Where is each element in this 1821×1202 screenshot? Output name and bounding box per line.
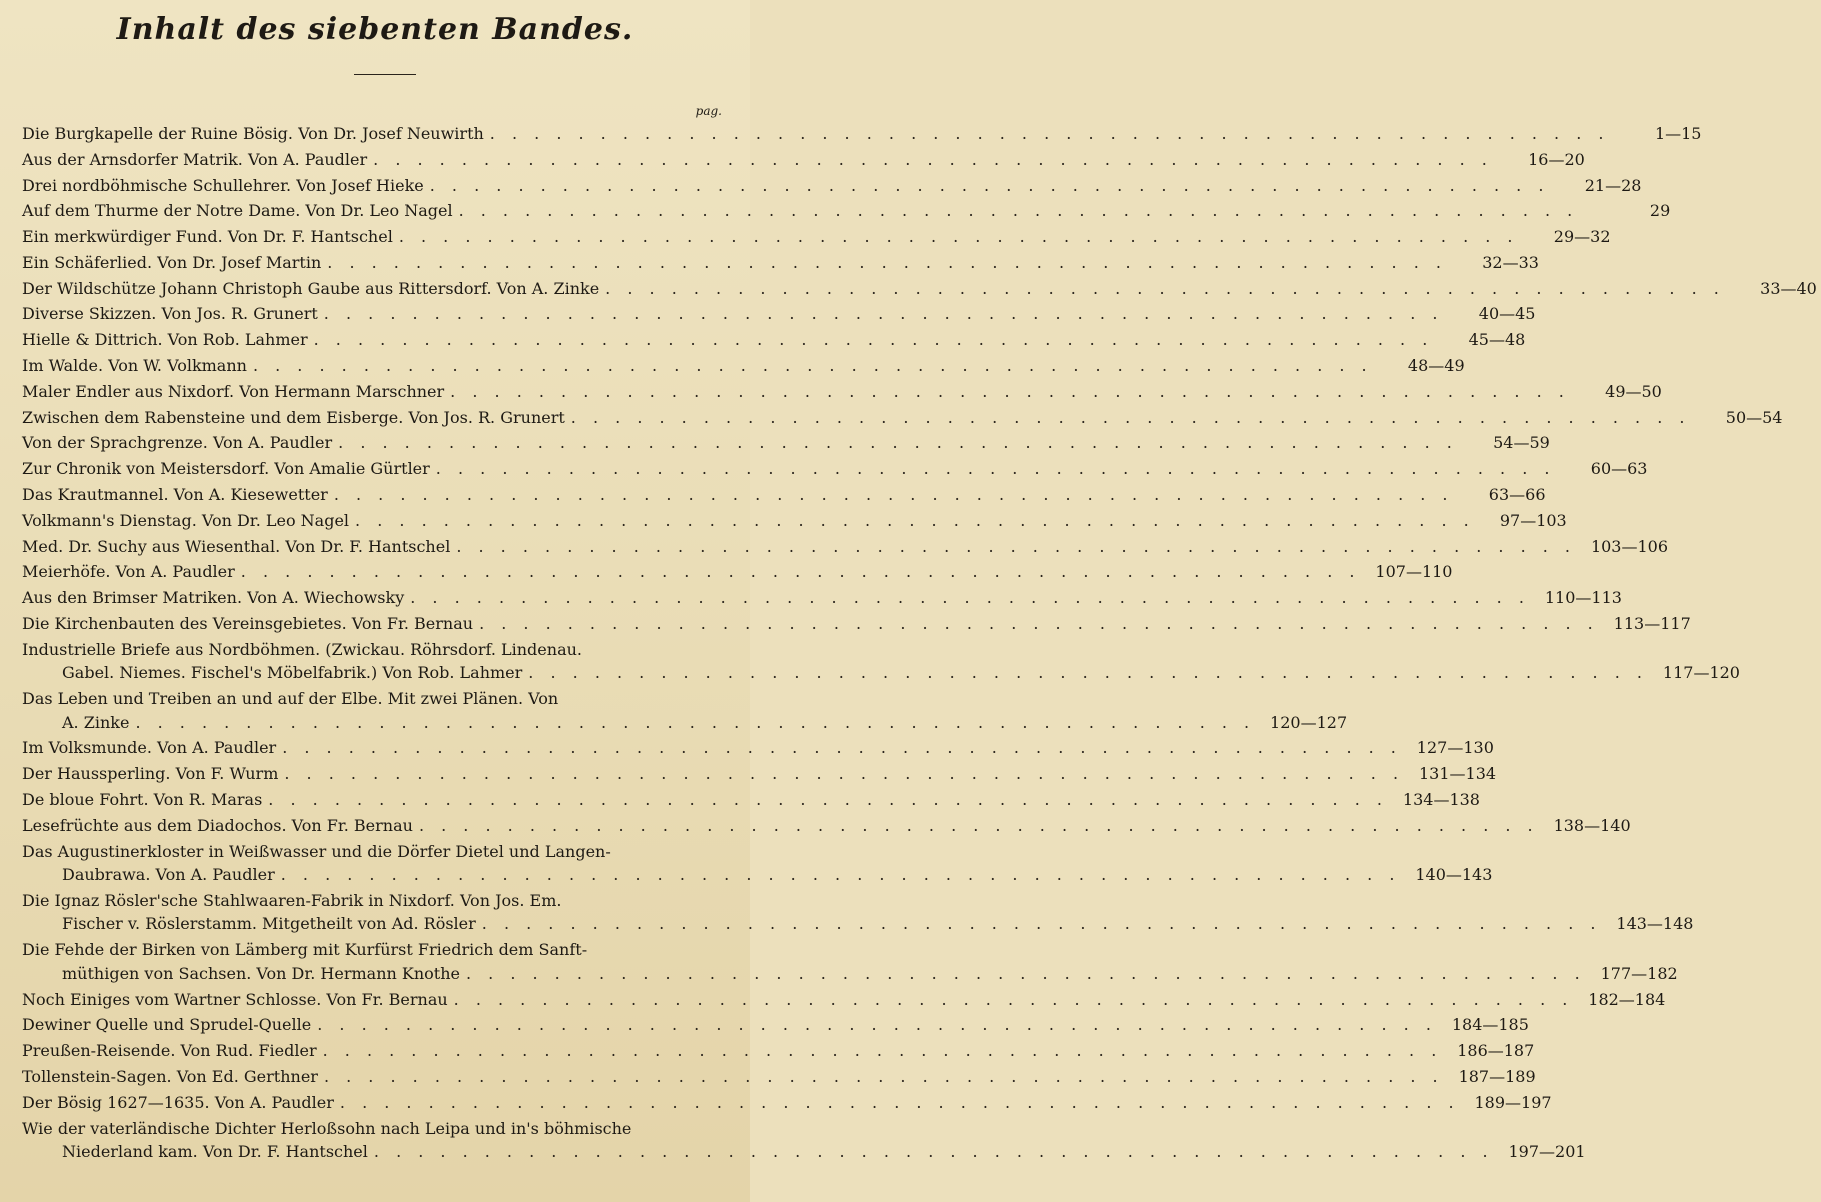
toc-entry-line — [22, 201, 1671, 225]
toc-entry-line — [22, 1066, 1536, 1091]
toc-entry — [22, 536, 1669, 561]
page-range: 60—63 — [1590, 459, 1648, 479]
dot-leader: . . . . . . . . . . . . . . . . . . . . . . . . . . . . . . . . . . . . . . . . . . . . . . . . . . . — [570, 407, 1691, 427]
toc-entry-line — [22, 914, 1694, 938]
toc-entry-line — [22, 459, 1648, 483]
toc-entry — [22, 227, 1611, 251]
toc-entry — [22, 815, 1631, 840]
toc-entry-line — [22, 689, 742, 713]
dot-leader: . . . . . . . . . . . . . . . . . . . . . . . . . . . . . . . . . . . . . . . . . . . . . . . . . . . — [338, 433, 1458, 453]
toc-entry-line — [22, 640, 742, 664]
toc-entry-text: Med. Dr. Suchy aus Wiesenthal. Von Dr. F. Hantschel — [22, 536, 451, 556]
toc-entry — [22, 304, 1536, 328]
toc-entry — [22, 149, 1585, 174]
toc-entry — [22, 381, 1662, 406]
toc-entry — [22, 356, 1465, 380]
toc-entry-text: Wie der vaterländische Dichter Herloßsohn nach Leipa und in's böhmische — [22, 1118, 632, 1138]
toc-entry-line — [22, 330, 1526, 354]
page-range: 49—50 — [1605, 381, 1662, 401]
page-range: 29 — [1649, 201, 1671, 221]
page-range: 50—54 — [1725, 407, 1783, 427]
toc-entry-text: Der Bösig 1627—1635. Von A. Paudler — [22, 1092, 334, 1112]
page-range: 29—32 — [1553, 227, 1611, 247]
dot-leader: . . . . . . . . . . . . . . . . . . . . . . . . . . . . . . . . . . . . . . . . . . . . . . . . . . . — [373, 149, 1493, 169]
page-range: 184—185 — [1451, 1015, 1529, 1035]
toc-entry — [22, 588, 1622, 612]
toc-entry-line — [22, 891, 742, 915]
toc-entry-line — [22, 842, 742, 866]
toc-entry-line — [22, 588, 1622, 612]
toc-entry-line — [22, 865, 1493, 889]
dot-leader: . . . . . . . . . . . . . . . . . . . . . . . . . . . . . . . . . . . . . . . . . . . . . . . . . . . — [339, 1092, 1460, 1112]
toc-entry-line — [22, 815, 1631, 840]
dot-leader: . . . . . . . . . . . . . . . . . . . . . . . . . . . . . . . . . . . . . . . . . . . . . . . . . . . — [479, 613, 1599, 633]
toc-entry — [22, 789, 1480, 814]
toc-entry-text: Zur Chronik von Meistersdorf. Von Amalie Gürtler — [22, 459, 430, 479]
table-of-contents — [22, 124, 1817, 1168]
toc-entry-text: Meierhöfe. Von A. Paudler — [22, 562, 235, 582]
toc-entry — [22, 201, 1671, 225]
toc-entry-line — [22, 663, 1740, 687]
page-range: 40—45 — [1478, 304, 1536, 324]
toc-entry-line — [22, 510, 1567, 535]
toc-entry-line — [22, 536, 1669, 561]
toc-entry — [22, 890, 1694, 938]
toc-entry-text: Von der Sprachgrenze. Von A. Paudler — [22, 433, 333, 453]
dot-leader: . . . . . . . . . . . . . . . . . . . . . . . . . . . . . . . . . . . . . . . . . . . . . . . . . . . — [280, 865, 1401, 885]
toc-entry-text: De bloue Fohrt. Von R. Maras — [22, 789, 263, 809]
toc-entry-line — [22, 227, 1611, 251]
toc-entry-text: Industrielle Briefe aus Nordböhmen. (Zwickau. Röhrsdorf. Lindenau. — [22, 639, 582, 659]
toc-entry — [22, 124, 1702, 148]
page-range: 117—120 — [1662, 663, 1740, 683]
toc-entry-text: Volkmann's Dienstag. Von Dr. Leo Nagel — [22, 510, 350, 530]
toc-entry-text: Fischer v. Röslerstamm. Mitgetheilt von Ad. Rösler — [62, 914, 476, 934]
toc-entry-text: Die Fehde der Birken von Lämberg mit Kurfürst Friedrich dem Sanft- — [22, 940, 588, 960]
toc-entry-line — [22, 407, 1783, 432]
toc-entry-line — [22, 963, 1678, 988]
toc-entry-line — [22, 789, 1480, 814]
toc-entry-line — [22, 712, 1348, 737]
toc-entry — [22, 613, 1691, 638]
toc-entry-text: Ein merkwürdiger Fund. Von Dr. F. Hantschel — [22, 227, 393, 247]
toc-entry — [22, 764, 1497, 788]
toc-entry-text: Die Burgkapelle der Ruine Bösig. Von Dr. Josef Neuwirth — [22, 124, 484, 143]
dot-leader: . . . . . . . . . . . . . . . . . . . . . . . . . . . . . . . . . . . . . . . . . . . . . . . . . . . — [240, 562, 1361, 582]
toc-entry — [22, 1118, 1586, 1166]
toc-entry — [22, 1092, 1552, 1117]
dot-leader: . . . . . . . . . . . . . . . . . . . . . . . . . . . . . . . . . . . . . . . . . . . . . . . . . . . — [429, 175, 1550, 195]
page-range: 120—127 — [1270, 712, 1348, 732]
toc-entry — [22, 989, 1666, 1014]
toc-entry-text: Dewiner Quelle und Sprudel-Quelle — [22, 1015, 312, 1035]
dot-leader: . . . . . . . . . . . . . . . . . . . . . . . . . . . . . . . . . . . . . . . . . . . . . . . . . . . — [605, 278, 1725, 298]
toc-entry-text: Der Wildschütze Johann Christoph Gaube aus Rittersdorf. Von A. Zinke — [22, 278, 600, 298]
toc-entry-text: Gabel. Niemes. Fischel's Möbelfabrik.) Von Rob. Lahmer — [62, 663, 523, 683]
toc-entry-text: Die Ignaz Rösler'sche Stahlwaaren-Fabrik in Nixdorf. Von Jos. Em. — [22, 890, 562, 910]
toc-entry-line — [22, 738, 1494, 762]
toc-entry — [22, 738, 1494, 762]
toc-entry-text: Das Leben und Treiben an und auf der Elbe. Mit zwei Plänen. Von — [22, 689, 559, 708]
page-range: 140—143 — [1415, 865, 1493, 885]
toc-entry — [22, 175, 1642, 200]
dot-leader: . . . . . . . . . . . . . . . . . . . . . . . . . . . . . . . . . . . . . . . . . . . . . . . . . . . — [410, 588, 1530, 608]
toc-entry — [22, 330, 1526, 354]
toc-entry-text: Diverse Skizzen. Von Jos. R. Grunert — [22, 304, 318, 324]
dot-leader: . . . . . . . . . . . . . . . . . . . . . . . . . . . . . . . . . . . . . . . . . . . . . . . . . . . — [398, 227, 1519, 247]
page-range: 54—59 — [1493, 433, 1550, 453]
page-title: Inhalt des siebenten Bandes. — [116, 12, 634, 47]
toc-entry-text: Preußen-Reisende. Von Rud. Fiedler — [22, 1041, 317, 1061]
toc-entry-line — [22, 1119, 742, 1143]
toc-entry — [22, 459, 1648, 483]
dot-leader: . . . . . . . . . . . . . . . . . . . . . . . . . . . . . . . . . . . . . . . . . . . . . . . . . . . — [465, 963, 1586, 983]
toc-entry — [22, 841, 1493, 889]
toc-entry-text: Das Augustinerkloster in Weißwasser und die Dörfer Dietel und Langen- — [22, 841, 611, 861]
toc-entry — [22, 1066, 1536, 1091]
page-range: 187—189 — [1458, 1066, 1536, 1086]
page-range: 189—197 — [1474, 1092, 1552, 1112]
page-range: 113—117 — [1613, 613, 1691, 633]
toc-entry-line — [22, 1041, 1535, 1065]
toc-entry — [22, 407, 1783, 432]
toc-entry-text: müthigen von Sachsen. Von Dr. Hermann Knothe — [62, 963, 460, 983]
dot-leader: . . . . . . . . . . . . . . . . . . . . . . . . . . . . . . . . . . . . . . . . . . . . . . . . . . . — [323, 1066, 1444, 1086]
toc-entry-text: Die Kirchenbauten des Vereinsgebietes. Von Fr. Bernau — [22, 613, 474, 633]
page-range: 45—48 — [1468, 330, 1526, 350]
toc-entry-text: Der Haussperling. Von F. Wurm — [22, 764, 279, 784]
toc-entry-text: Auf dem Thurme der Notre Dame. Von Dr. Leo Nagel — [22, 201, 453, 221]
page-range: 48—49 — [1407, 356, 1465, 376]
toc-entry-text: Tollenstein-Sagen. Von Ed. Gerthner — [22, 1066, 318, 1086]
toc-entry-text: Maler Endler aus Nixdorf. Von Hermann Marschner — [22, 381, 445, 401]
toc-entry-text: Drei nordböhmische Schullehrer. Von Josef Hieke — [22, 175, 424, 195]
dot-leader: . . . . . . . . . . . . . . . . . . . . . . . . . . . . . . . . . . . . . . . . . . . . . . . . . . . — [435, 459, 1556, 479]
dot-leader: . . . . . . . . . . . . . . . . . . . . . . . . . . . . . . . . . . . . . . . . . . . . . . . . . . . — [453, 989, 1574, 1009]
toc-entry — [22, 252, 1539, 277]
page-range: 186—187 — [1457, 1041, 1535, 1061]
toc-entry-line — [22, 278, 1817, 303]
dot-leader: . . . . . . . . . . . . . . . . . . . . . . . . . . . . . . . . . . . . . . . . . . . . . . . . . . . — [528, 663, 1648, 683]
dot-leader: . . . . . . . . . . . . . . . . . . . . . . . . . . . . . . . . . . . . . . . . . . . . . . . . . . . — [282, 738, 1402, 758]
dot-leader: . . . . . . . . . . . . . . . . . . . . . . . . . . . . . . . . . . . . . . . . . . . . . . . . . . . — [313, 330, 1434, 350]
toc-entry-text: Im Walde. Von W. Volkmann — [22, 356, 247, 376]
dot-leader: . . . . . . . . . . . . . . . . . . . . . . . . . . . . . . . . . . . . . . . . . . . . . . . . . . . — [458, 201, 1579, 221]
dot-leader: . . . . . . . . . . . . . . . . . . . . . . . . . . . . . . . . . . . . . . . . . . . . . . . . . . . — [327, 252, 1447, 272]
page-range: 177—182 — [1600, 963, 1678, 983]
toc-entry-line — [22, 1092, 1552, 1117]
dot-leader: . . . . . . . . . . . . . . . . . . . . . . . . . . . . . . . . . . . . . . . . . . . . . . . . . . . — [373, 1142, 1494, 1162]
toc-entry-line — [22, 149, 1585, 174]
dot-leader: . . . . . . . . . . . . . . . . . . . . . . . . . . . . . . . . . . . . . . . . . . . . . . . . . . . — [450, 381, 1570, 401]
dot-leader: . . . . . . . . . . . . . . . . . . . . . . . . . . . . . . . . . . . . . . . . . . . . . . . . . . . — [322, 1041, 1443, 1061]
dot-leader: . . . . . . . . . . . . . . . . . . . . . . . . . . . . . . . . . . . . . . . . . . . . . . . . . . . — [489, 124, 1610, 143]
toc-entry — [22, 1015, 1529, 1039]
toc-entry-text: Niederland kam. Von Dr. F. Hantschel — [62, 1142, 368, 1162]
toc-entry — [22, 940, 1678, 987]
toc-entry — [22, 562, 1453, 586]
toc-entry-text: Hielle & Dittrich. Von Rob. Lahmer — [22, 330, 308, 350]
page-range: 110—113 — [1544, 588, 1622, 608]
toc-entry-text: A. Zinke — [62, 712, 130, 732]
toc-entry-line — [22, 124, 1702, 148]
toc-entry-line — [22, 484, 1546, 509]
toc-entry-line — [22, 1142, 1586, 1166]
toc-entry-text: Zwischen dem Rabensteine und dem Eisberge. Von Jos. R. Grunert — [22, 407, 565, 427]
toc-entry-line — [22, 989, 1666, 1014]
page-range: 107—110 — [1375, 562, 1453, 582]
toc-entry — [22, 510, 1567, 535]
dot-leader: . . . . . . . . . . . . . . . . . . . . . . . . . . . . . . . . . . . . . . . . . . . . . . . . . . . — [481, 914, 1602, 934]
toc-entry — [22, 433, 1550, 457]
page-range: 97—103 — [1499, 510, 1567, 530]
toc-entry-text: Daubrawa. Von A. Paudler — [62, 865, 275, 885]
toc-entry — [22, 1041, 1535, 1065]
page-range: 131—134 — [1418, 764, 1497, 784]
toc-entry — [22, 278, 1817, 303]
toc-entry — [22, 484, 1546, 509]
toc-entry-line — [22, 304, 1536, 328]
page-range: 143—148 — [1616, 914, 1694, 934]
toc-entry-line — [22, 940, 742, 964]
dot-leader: . . . . . . . . . . . . . . . . . . . . . . . . . . . . . . . . . . . . . . . . . . . . . . . . . . . — [284, 764, 1405, 784]
dot-leader: . . . . . . . . . . . . . . . . . . . . . . . . . . . . . . . . . . . . . . . . . . . . . . . . . . . — [317, 1015, 1437, 1035]
page-range: 21—28 — [1584, 175, 1642, 195]
toc-entry-text: Lesefrüchte aus dem Diadochos. Von Fr. Bernau — [22, 815, 413, 835]
toc-entry-line — [22, 764, 1497, 788]
pag-label: pag. — [695, 104, 722, 118]
dot-leader: . . . . . . . . . . . . . . . . . . . . . . . . . . . . . . . . . . . . . . . . . . . . . . . . . . . — [456, 536, 1577, 556]
toc-entry-text: Im Volksmunde. Von A. Paudler — [22, 738, 277, 758]
toc-entry-line — [22, 1015, 1529, 1039]
toc-entry — [22, 639, 1740, 687]
page-range: 33—40 — [1760, 278, 1817, 298]
dot-leader: . . . . . . . . . . . . . . . . . . . . . . . . . . . . . . . . . . . . . . . . . . . . . . . . . . . — [418, 815, 1539, 835]
page-range: 138—140 — [1553, 815, 1631, 835]
toc-entry-line — [22, 433, 1550, 457]
page-range: 1—15 — [1654, 124, 1702, 143]
title-rule — [354, 74, 416, 75]
page-range: 63—66 — [1488, 484, 1546, 504]
page-range: 182—184 — [1588, 989, 1666, 1009]
toc-entry-text: Das Krautmannel. Von A. Kiesewetter — [22, 484, 328, 504]
toc-entry-text: Ein Schäferlied. Von Dr. Josef Martin — [22, 252, 322, 272]
toc-entry-text: Aus der Arnsdorfer Matrik. Von A. Paudler — [22, 149, 368, 169]
dot-leader: . . . . . . . . . . . . . . . . . . . . . . . . . . . . . . . . . . . . . . . . . . . . . . . . . . . — [333, 484, 1454, 504]
toc-entry-line — [22, 562, 1453, 586]
dot-leader: . . . . . . . . . . . . . . . . . . . . . . . . . . . . . . . . . . . . . . . . . . . . . . . . . . . — [135, 712, 1256, 732]
dot-leader: . . . . . . . . . . . . . . . . . . . . . . . . . . . . . . . . . . . . . . . . . . . . . . . . . . . — [252, 356, 1373, 376]
page-range: 103—106 — [1590, 536, 1669, 556]
page-range: 134—138 — [1402, 789, 1480, 809]
dot-leader: . . . . . . . . . . . . . . . . . . . . . . . . . . . . . . . . . . . . . . . . . . . . . . . . . . . — [323, 304, 1444, 324]
page-range: 32—33 — [1482, 252, 1539, 272]
dot-leader: . . . . . . . . . . . . . . . . . . . . . . . . . . . . . . . . . . . . . . . . . . . . . . . . . . . — [355, 510, 1475, 530]
toc-entry-line — [22, 381, 1662, 406]
toc-entry-line — [22, 356, 1465, 380]
toc-entry — [22, 689, 1348, 736]
toc-entry-text: Noch Einiges vom Wartner Schlosse. Von Fr. Bernau — [22, 989, 448, 1009]
toc-entry-text: Aus den Brimser Matriken. Von A. Wiechowsky — [22, 588, 405, 608]
page-range: 16—20 — [1528, 149, 1585, 169]
toc-entry-line — [22, 252, 1539, 277]
toc-entry-line — [22, 613, 1691, 638]
page-range: 127—130 — [1416, 738, 1494, 758]
dot-leader: . . . . . . . . . . . . . . . . . . . . . . . . . . . . . . . . . . . . . . . . . . . . . . . . . . . — [268, 789, 1388, 809]
toc-entry-line — [22, 175, 1642, 200]
page-range: 197—201 — [1508, 1142, 1586, 1162]
